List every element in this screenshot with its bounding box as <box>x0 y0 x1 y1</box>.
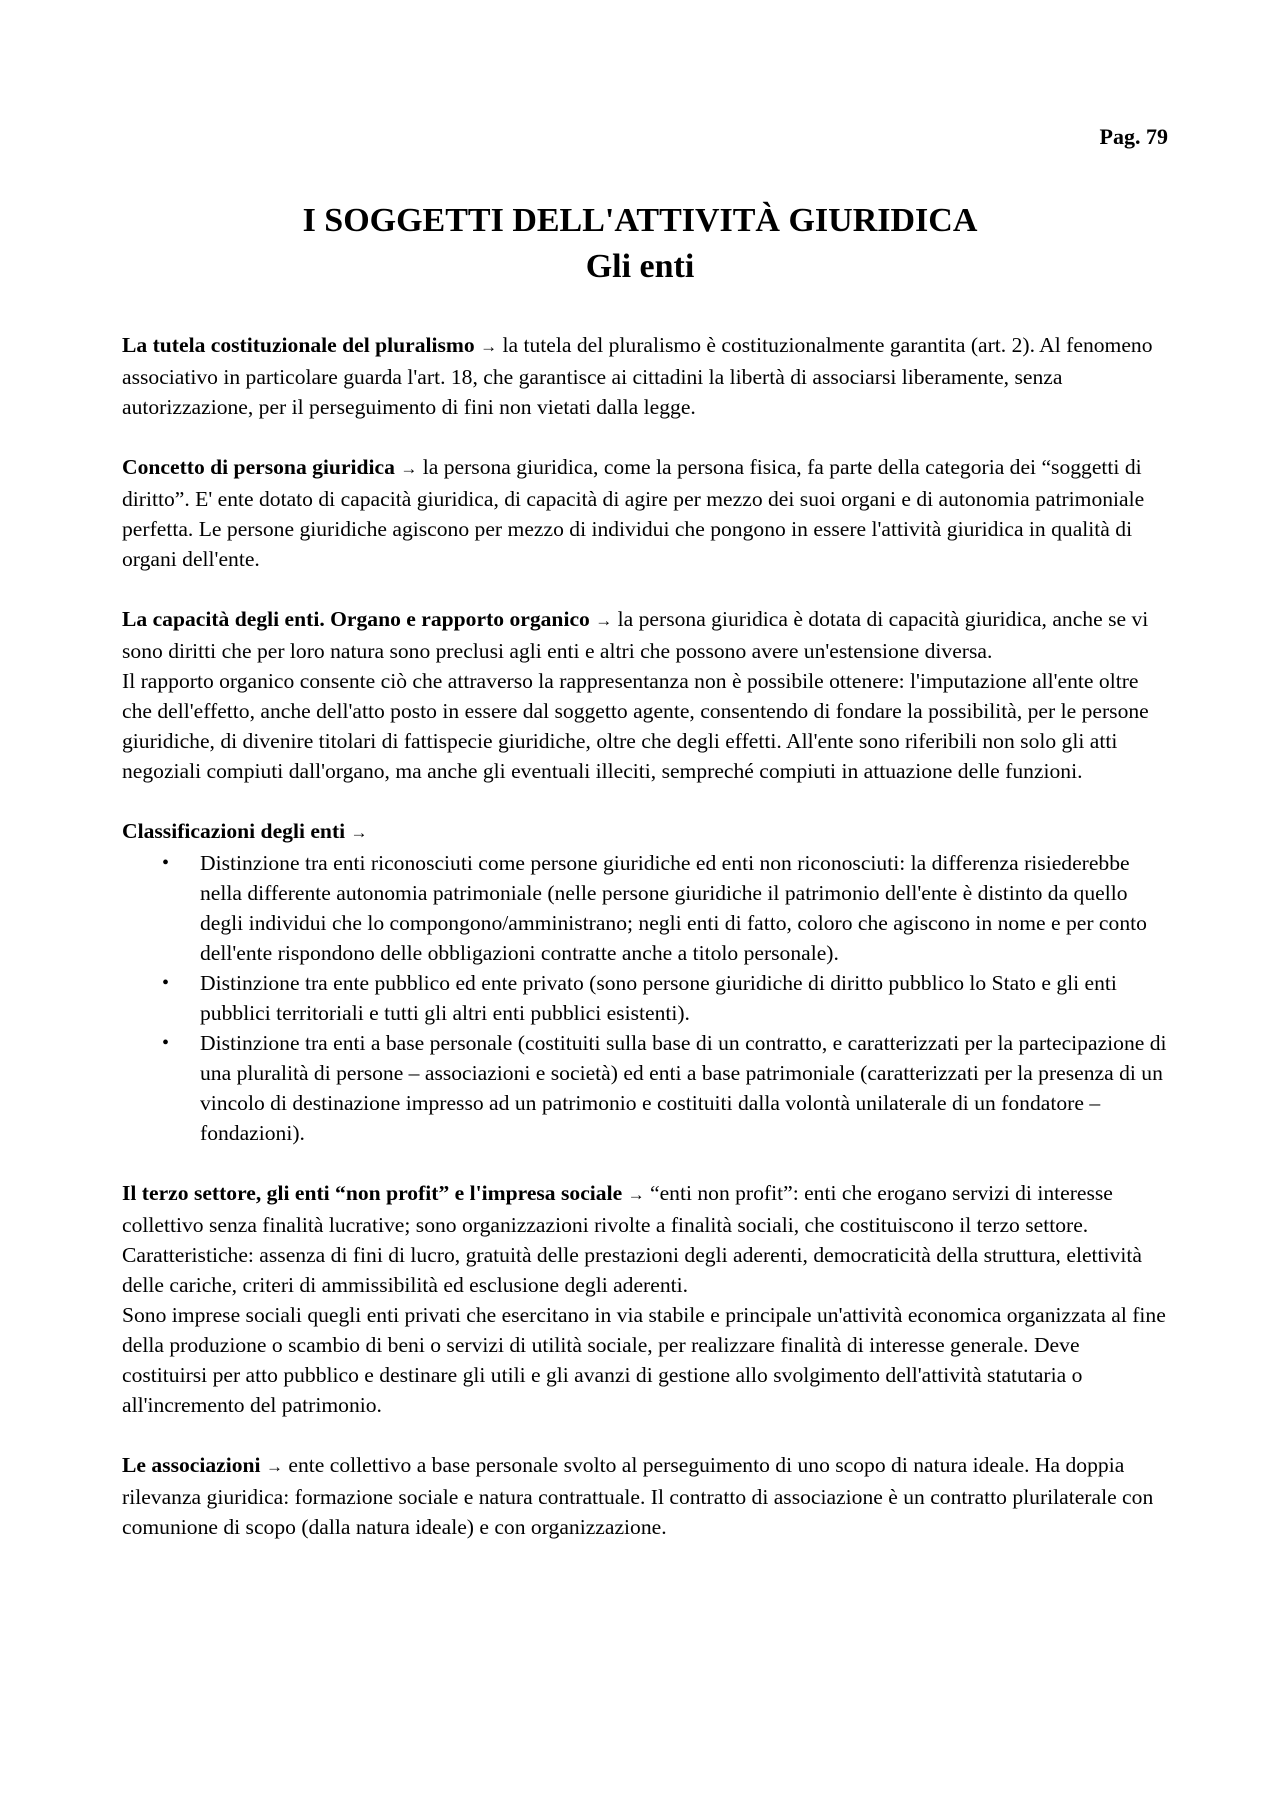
section-text: ente collettivo a base personale svolto al perseguimento di uno scopo di natura ideale. Ha doppia rilevanza giuridica: formazione sociale e natura contrattuale. Il contratto di associazione è un contratto plurilaterale con comunione di scopo (dalla natura ideale) e con organizzazione. <box>122 1453 1154 1539</box>
paragraph <box>122 330 1170 422</box>
paragraph <box>122 1450 1170 1542</box>
page-title <box>0 198 1280 290</box>
bullet-list <box>122 848 1170 1148</box>
section-text: “enti non profit”: enti che erogano servizi di interesse collettivo senza finalità lucrative; sono organizzazioni rivolte a finalità sociali, che costituiscono il terzo settore. Caratteristiche: assenza di fini di lucro, gratuità delle prestazioni degli aderenti, democraticità della struttura, elettività delle cariche, criteri di ammissibilità ed esclusione degli aderenti. <box>122 1181 1142 1297</box>
section-heading: Concetto di persona giuridica <box>122 455 395 479</box>
paragraph <box>122 452 1170 574</box>
arrow-icon: → <box>627 1185 645 1204</box>
paragraph <box>122 1178 1170 1300</box>
document-body <box>122 330 1170 1572</box>
section-heading: Le associazioni <box>122 1453 261 1477</box>
section-heading: Classificazioni degli enti <box>122 819 346 843</box>
section-classificazioni <box>122 816 1170 1148</box>
arrow-icon: → <box>480 337 498 356</box>
section-text: la persona giuridica è dotata di capacità giuridica, anche se vi sono diritti che per loro natura sono preclusi agli enti e altri che possono avere un'estensione diversa. <box>122 607 1149 663</box>
section-heading: Il terzo settore, gli enti “non profit” e l'impresa sociale <box>122 1181 623 1205</box>
list-item <box>162 848 1170 968</box>
section-text: la persona giuridica, come la persona fisica, fa parte della categoria dei “soggetti di diritto”. E' ente dotato di capacità giuridica, di capacità di agire per mezzo dei suoi organi e di autonomia patrimoniale perfetta. Le persone giuridiche agiscono per mezzo di individui che pongono in essere l'attività giuridica in qualità di organi dell'ente. <box>122 455 1145 571</box>
arrow-icon: → <box>265 1457 283 1476</box>
bullet-icon: • <box>162 852 170 874</box>
section-capacita <box>122 604 1170 786</box>
paragraph <box>122 816 1170 848</box>
list-item-text: Distinzione tra ente pubblico ed ente privato (sono persone giuridiche di diritto pubblico lo Stato e gli enti pubblici territoriali e tutti gli altri enti pubblici esistenti). <box>200 971 1117 1025</box>
section-text: la tutela del pluralismo è costituzionalmente garantita (art. 2). Al fenomeno associativo in particolare guarda l'art. 18, che garantisce ai cittadini la libertà di associarsi liberamente, senza autorizzazione, per il perseguimento di fini non vietati dalla legge. <box>122 333 1153 419</box>
arrow-icon: → <box>595 611 613 630</box>
paragraph: Il rapporto organico consente ciò che attraverso la rappresentanza non è possibile ottenere: l'imputazione all'ente oltre che dell'effetto, anche dell'atto posto in essere dal soggetto agente, consentendo di fondare la possibilità, per le persone giuridiche, di divenire titolari di fattispecie giuridiche, oltre che degli effetti. All'ente sono riferibili non solo gli atti negoziali compiuti dall'organo, ma anche gli eventuali illeciti, sempreché compiuti in attuazione delle funzioni. <box>122 669 1149 783</box>
arrow-icon: → <box>400 459 418 478</box>
title-line-2: Gli enti <box>585 248 695 285</box>
arrow-icon: → <box>350 823 368 842</box>
list-item-text: Distinzione tra enti a base personale (costituiti sulla base di un contratto, e caratterizzati per la partecipazione di una pluralità di persone – associazioni e società) ed enti a base patrimoniale (caratterizzati per la presenza di un vincolo di destinazione impresso ad un patrimonio e costituiti dalla volontà unilaterale di un fondatore – fondazioni). <box>200 1031 1167 1145</box>
section-terzo-settore <box>122 1178 1170 1420</box>
list-item <box>162 1028 1170 1148</box>
list-item-text: Distinzione tra enti riconosciuti come persone giuridiche ed enti non riconosciuti: la differenza risiederebbe nella differente autonomia patrimoniale (nelle persone giuridiche il patrimonio dell'ente è distinto da quello degli individui che lo compongono/amministrano; negli enti di fatto, coloro che agiscono in nome e per conto dell'ente rispondono delle obbligazioni contratte anche a titolo personale). <box>200 851 1147 965</box>
bullet-icon: • <box>162 972 170 994</box>
section-heading: La tutela costituzionale del pluralismo <box>122 333 475 357</box>
section-associazioni <box>122 1450 1170 1542</box>
list-item <box>162 968 1170 1028</box>
page-number: Pag. 79 <box>1099 124 1168 149</box>
section-heading: La capacità degli enti. Organo e rapporto organico <box>122 607 590 631</box>
title-line-1: I SOGGETTI DELL'ATTIVITÀ GIURIDICA <box>302 202 978 239</box>
paragraph <box>122 604 1170 666</box>
section-pluralismo <box>122 330 1170 422</box>
section-persona-giuridica <box>122 452 1170 574</box>
bullet-icon: • <box>162 1032 170 1054</box>
paragraph: Sono imprese sociali quegli enti privati che esercitano in via stabile e principale un'attività economica organizzata al fine della produzione o scambio di beni o servizi di utilità sociale, per realizzare finalità di interesse generale. Deve costituirsi per atto pubblico e destinare gli utili e gli avanzi di gestione allo svolgimento dell'attività statutaria o all'incremento del patrimonio. <box>122 1303 1166 1417</box>
